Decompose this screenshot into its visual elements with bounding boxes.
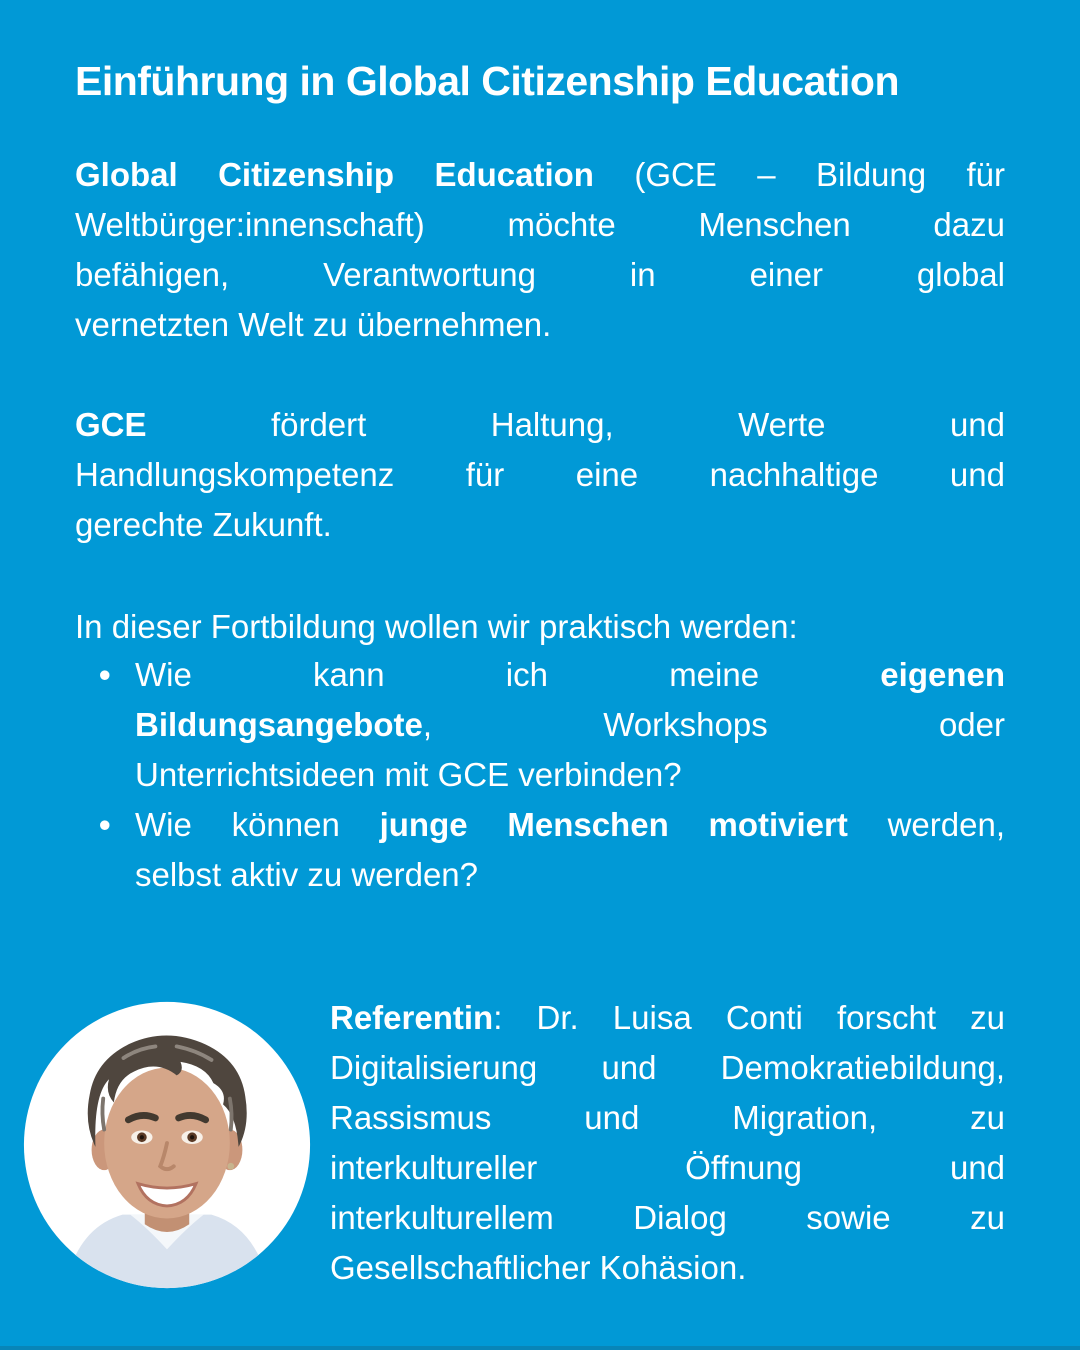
text-line: interkulturellem Dialog sowie zu <box>330 1199 1005 1236</box>
question-list <box>75 650 1005 900</box>
gce-paragraph <box>75 400 1005 550</box>
text-line: Rassismus und Migration, zu <box>330 1099 1005 1136</box>
bottom-stripe <box>0 1346 1080 1350</box>
text-line: Referentin: Dr. Luisa Conti forscht zu <box>330 999 1005 1036</box>
text-line: Weltbürger:innenschaft) möchte Menschen dazu <box>75 206 1005 243</box>
text-line: Global Citizenship Education (GCE – Bildung für <box>75 156 1006 193</box>
text-line: selbst aktiv zu werden? <box>135 856 479 893</box>
text-line: Gesellschaftlicher Kohäsion. <box>330 1249 747 1286</box>
list-item <box>75 650 1005 800</box>
portrait-photo <box>22 1000 312 1290</box>
list-item <box>75 800 1005 900</box>
text-line: Bildungsangebote, Workshops oder <box>135 706 1005 743</box>
text-line: vernetzten Welt zu übernehmen. <box>75 306 552 343</box>
text-line: befähigen, Verantwortung in einer global <box>75 256 1005 293</box>
page-title: Einführung in Global Citizenship Education <box>75 58 900 104</box>
intro-paragraph <box>75 150 1005 350</box>
text-line: GCE fördert Haltung, Werte und <box>75 406 1005 443</box>
text-line: In dieser Fortbildung wollen wir praktisch werden: <box>75 608 798 645</box>
text-line: interkultureller Öffnung und <box>330 1149 1005 1186</box>
bullet-icon: • <box>99 656 111 693</box>
text-line: gerechte Zukunft. <box>75 506 332 543</box>
text-line: Handlungskompetenz für eine nachhaltige und <box>75 456 1005 493</box>
speaker-paragraph <box>330 993 1005 1293</box>
text-line: Wie können junge Menschen motiviert werden, <box>135 806 1005 843</box>
question-text <box>135 650 1005 800</box>
portrait-illustration <box>22 1000 312 1290</box>
text-line: Digitalisierung und Demokratiebildung, <box>330 1049 1005 1086</box>
text-line: Wie kann ich meine eigenen <box>135 656 1005 693</box>
bullet-icon: • <box>99 806 111 843</box>
text-line: Unterrichtsideen mit GCE verbinden? <box>135 756 682 793</box>
question-text <box>135 800 1005 900</box>
lead-sentence <box>75 602 1005 652</box>
